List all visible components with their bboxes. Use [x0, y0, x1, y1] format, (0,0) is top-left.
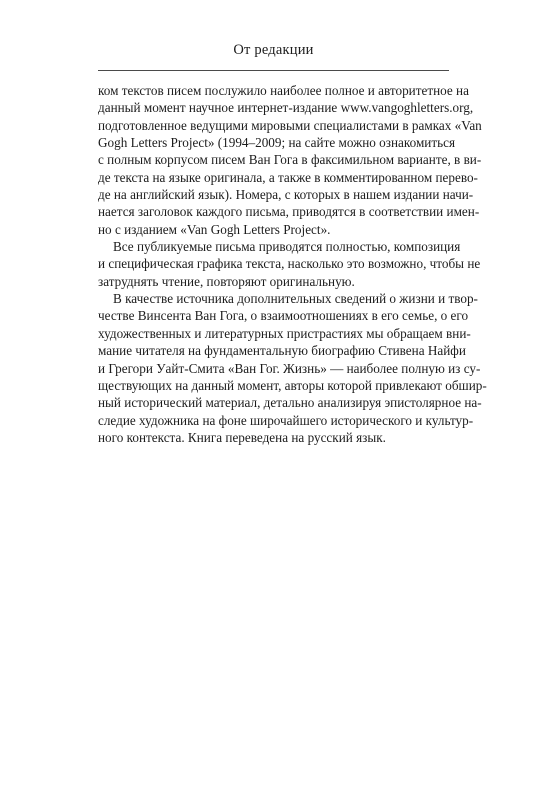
- text-line: Gogh Letters Project» (1994–2009; на сайте можно ознакомиться: [98, 135, 456, 151]
- text-line: де на английский язык). Номера, с которых в нашем издании начи-: [98, 187, 474, 203]
- text-line: ный исторический материал, детально анализируя эпистолярное на-: [98, 395, 482, 411]
- text-line: затруднять чтение, повторяют оригинальную.: [98, 273, 355, 289]
- header-rule: [98, 70, 449, 71]
- running-head: От редакции: [233, 42, 314, 58]
- text-line: и специфическая графика текста, насколько это возможно, чтобы не: [98, 256, 481, 272]
- text-line: В качестве источника дополнительных сведений о жизни и твор-: [113, 291, 478, 307]
- text-line: де текста на языке оригинала, а также в комментированном перево-: [98, 169, 478, 185]
- text-line: Все публикуемые письма приводятся полностью, композиция: [113, 239, 461, 255]
- text-line: мание читателя на фундаментальную биографию Стивена Найфи: [98, 343, 466, 359]
- body-text: [98, 82, 487, 446]
- text-line: ществующих на данный момент, авторы которой привлекают обшир-: [98, 377, 487, 393]
- text-line: данный момент научное интернет-издание www.vangoghletters.org,: [98, 100, 474, 116]
- paragraph-1: [98, 82, 482, 238]
- text-line: нается заголовок каждого письма, приводятся в соответствии имен-: [98, 204, 480, 220]
- text-line: художественных и литературных пристрастиях мы обращаем вни-: [98, 325, 471, 341]
- text-line: честве Винсента Ван Гога, о взаимоотношениях в его семье, о его: [98, 308, 469, 324]
- text-line: ком текстов писем послужило наиболее полное и авторитетное на: [98, 83, 469, 98]
- text-line: ного контекста. Книга переведена на русский язык.: [98, 429, 386, 445]
- paragraph-3: [98, 290, 487, 446]
- text-line: следие художника на фоне широчайшего исторического и культур-: [98, 412, 474, 428]
- text-line: и Грегори Уайт-Смита «Ван Гог. Жизнь» — наиболее полную из су-: [98, 360, 481, 376]
- text-line: подготовленное ведущими мировыми специалистами в рамках «Van: [98, 117, 482, 133]
- text-line: с полным корпусом писем Ван Гога в факсимильном варианте, в ви-: [98, 152, 482, 168]
- text-line: но с изданием «Van Gogh Letters Project».: [98, 221, 331, 237]
- paragraph-2: [98, 238, 481, 290]
